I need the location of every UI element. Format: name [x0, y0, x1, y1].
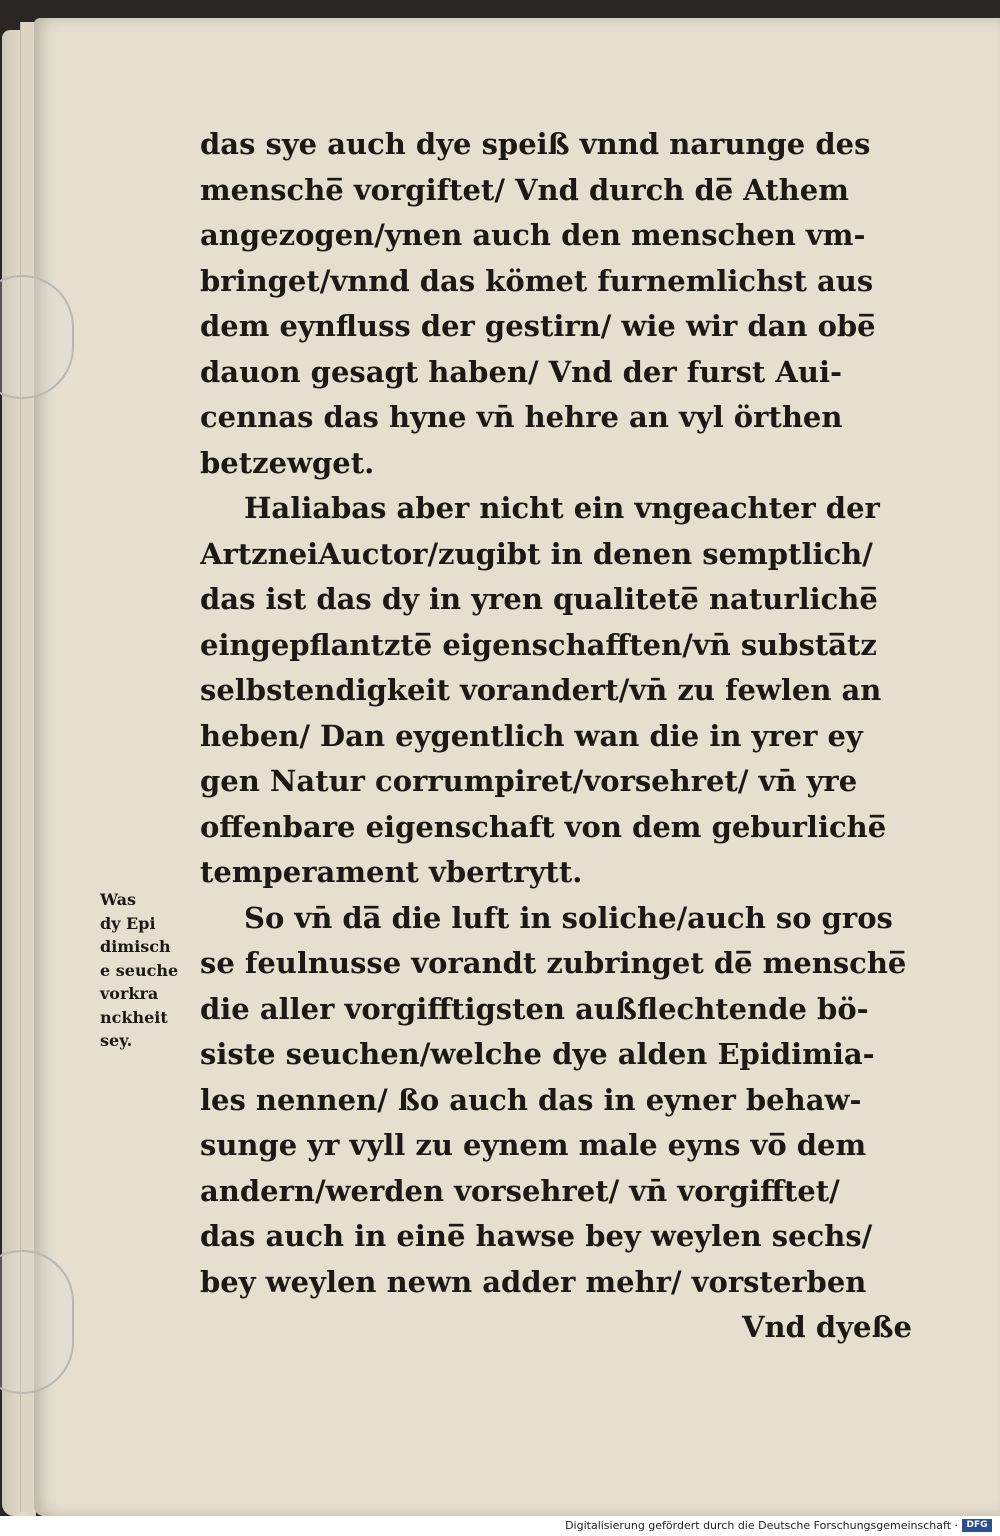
- text-line: siste seuchen/welche dye alden Epidimia-: [200, 1037, 875, 1071]
- text-line: So vn̄ da̅ die luft in soliche/auch so gros: [244, 900, 893, 935]
- text-line: cennas das hyne vn̄ hehre an vyl örthen: [200, 400, 843, 434]
- text-line: offenbare eigenschaft von dem geburliche̅: [200, 809, 887, 844]
- text-line: dem eynfluss der gestirn/ wie wir dan obe̅: [200, 309, 876, 343]
- text-line: heben/ Dan eygentlich wan die in yrer ey: [200, 718, 863, 753]
- text-line: mensche̅ vorgiftet/ Vnd durch de̅ Athem: [200, 172, 849, 207]
- text-line: andern/werden vorsehret/ vn̄ vorgifftet/: [200, 1173, 840, 1208]
- text-line: das sye auch dye speiß vnnd narunge des: [200, 127, 871, 161]
- margin-note: [100, 888, 200, 1053]
- text-line: gen Natur corrumpiret/vorsehret/ vn̄ yre: [200, 764, 858, 798]
- text-line: dauon gesagt haben/ Vnd der furst Aui-: [200, 354, 843, 389]
- text-line: Haliabas aber nicht ein vngeachter der: [244, 491, 880, 525]
- text-line: betzewget.: [200, 445, 375, 480]
- text-line: das ist das dy in yren qualitete̅ naturliche̅: [200, 582, 878, 616]
- page-clip-icon: [0, 1250, 74, 1394]
- margin-note-line: dy Epi: [100, 913, 156, 933]
- footer-credit: Digitalisierung gefördert durch die Deutsche Forschungsgemeinschaft ·: [565, 1519, 958, 1532]
- text-line: bey weylen newn adder mehr/ vorsterben: [200, 1264, 867, 1299]
- text-line: se feulnusse vorandt zubringet de̅ mensche̅: [200, 946, 907, 980]
- text-line: eingepflantzte̅ eigenschafften/vn̄ substa̅tz: [200, 627, 877, 662]
- catchword: Vnd dyeße: [741, 1310, 912, 1344]
- text-line: das auch in eine̅ hawse bey weylen sechs/: [200, 1219, 873, 1253]
- text-line: temperament vbertrytt.: [200, 855, 583, 889]
- margin-note-line: sey.: [100, 1031, 133, 1050]
- footer-bar: [0, 1516, 1000, 1536]
- dfg-logo-icon: DFG: [962, 1519, 992, 1532]
- margin-note-line: dimisch: [100, 937, 171, 956]
- margin-note-line: Was: [100, 890, 136, 909]
- text-line: die aller vorgifftigsten außflechtende bö-: [200, 991, 869, 1026]
- margin-note-line: nckheit: [100, 1007, 168, 1027]
- margin-note-line: vorkra: [100, 984, 159, 1003]
- text-line: ArtzneiAuctor/zugibt in denen semptlich/: [200, 536, 873, 571]
- page-body-text: [200, 122, 920, 1351]
- text-line: selbstendigkeit vorandert/vn̄ zu fewlen an: [200, 673, 882, 707]
- margin-note-line: e seuche: [100, 960, 179, 980]
- text-line: les nennen/ ßo auch das in eyner behaw-: [200, 1082, 862, 1117]
- text-line: bringet/vnnd das kömet furnemlichst aus: [200, 263, 874, 298]
- text-line: angezogen/ynen auch den menschen vm-: [200, 218, 866, 252]
- text-line: sunge yr vyll zu eynem male eyns vo̅ dem: [200, 1128, 867, 1162]
